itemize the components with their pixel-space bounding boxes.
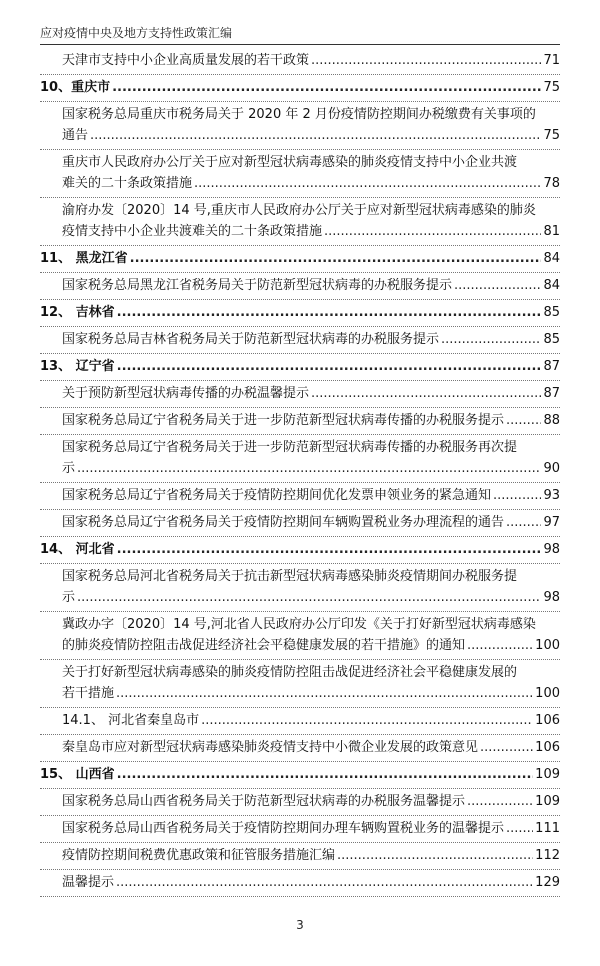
entry-divider xyxy=(40,659,560,660)
toc-entry[interactable]: 关于打好新型冠状病毒感染的肺炎疫情防控阻击战促进经济社会平稳健康发展的 若干措施 ..... 100 xyxy=(40,662,560,704)
entry-divider xyxy=(40,482,560,483)
toc-section-heading[interactable]: 14、 河北省 ..... 98 xyxy=(40,539,560,560)
entry-divider xyxy=(40,353,560,354)
toc-entry[interactable]: 冀政办字〔2020〕14 号,河北省人民政府办公厅印发《关于打好新型冠状病毒感染 的肺炎疫情防控阻击战促进经济社会平稳健康发展的若干措施》的通知 ..... 100 xyxy=(40,614,560,656)
entry-divider xyxy=(40,788,560,789)
entry-divider xyxy=(40,842,560,843)
toc-entry[interactable]: 疫情防控期间税费优惠政策和征管服务措施汇编 ..... 112 xyxy=(40,845,560,866)
entry-divider xyxy=(40,149,560,150)
entry-divider xyxy=(40,815,560,816)
entry-divider xyxy=(40,896,560,897)
entry-divider xyxy=(40,407,560,408)
toc-section-heading[interactable]: 12、 吉林省 ..... 85 xyxy=(40,302,560,323)
toc-section-heading[interactable]: 13、 辽宁省 ..... 87 xyxy=(40,356,560,377)
entry-divider xyxy=(40,611,560,612)
toc-entry[interactable]: 关于预防新型冠状病毒传播的办税温馨提示 ..... 87 xyxy=(40,383,560,404)
toc-entry[interactable]: 国家税务总局山西省税务局关于防范新型冠状病毒的办税服务温馨提示 ..... 109 xyxy=(40,791,560,812)
toc-section-heading[interactable]: 11、 黑龙江省 ..... 84 xyxy=(40,248,560,269)
toc-entry[interactable]: 国家税务总局黑龙江省税务局关于防范新型冠状病毒的办税服务提示 ..... 84 xyxy=(40,275,560,296)
entry-divider xyxy=(40,197,560,198)
entry-divider xyxy=(40,536,560,537)
entry-divider xyxy=(40,74,560,75)
toc-entry[interactable]: 国家税务总局辽宁省税务局关于疫情防控期间优化发票申领业务的紧急通知 ..... 93 xyxy=(40,485,560,506)
entry-divider xyxy=(40,734,560,735)
entry-divider xyxy=(40,299,560,300)
toc-entry[interactable]: 国家税务总局重庆市税务局关于 2020 年 2 月份疫情防控期间办税缴费有关事项的 通告 ..... 75 xyxy=(40,104,560,146)
toc-section-heading[interactable]: 10、重庆市 ..... 75 xyxy=(40,77,560,98)
toc-entry[interactable]: 天津市支持中小企业高质量发展的若干政策 ..... 71 xyxy=(40,50,560,71)
entry-divider xyxy=(40,761,560,762)
page-number: 3 xyxy=(296,918,304,932)
entry-divider xyxy=(40,245,560,246)
toc-entry[interactable]: 秦皇岛市应对新型冠状病毒感染肺炎疫情支持中小微企业发展的政策意见 ..... 106 xyxy=(40,737,560,758)
running-header: 应对疫情中央及地方支持性政策汇编 xyxy=(40,26,233,40)
entry-divider xyxy=(40,434,560,435)
toc-entry[interactable]: 国家税务总局辽宁省税务局关于疫情防控期间车辆购置税业务办理流程的通告 ..... 97 xyxy=(40,512,560,533)
header-divider xyxy=(40,44,560,45)
toc-entry[interactable]: 国家税务总局山西省税务局关于疫情防控期间办理车辆购置税业务的温馨提示 ..... 111 xyxy=(40,818,560,839)
entry-divider xyxy=(40,101,560,102)
toc-entry[interactable]: 温馨提示 ..... 129 xyxy=(40,872,560,893)
entry-divider xyxy=(40,326,560,327)
entry-divider xyxy=(40,272,560,273)
toc-entry[interactable]: 国家税务总局辽宁省税务局关于进一步防范新型冠状病毒传播的办税服务提示 ..... 88 xyxy=(40,410,560,431)
entry-divider xyxy=(40,869,560,870)
toc-section-heading[interactable]: 15、 山西省 ..... 109 xyxy=(40,764,560,785)
entry-divider xyxy=(40,509,560,510)
toc-entry[interactable]: 国家税务总局吉林省税务局关于防范新型冠状病毒的办税服务提示 ..... 85 xyxy=(40,329,560,350)
toc-entry[interactable]: 国家税务总局辽宁省税务局关于进一步防范新型冠状病毒传播的办税服务再次提 示 ..... 90 xyxy=(40,437,560,479)
entry-divider xyxy=(40,380,560,381)
toc-entry[interactable]: 渝府办发〔2020〕14 号,重庆市人民政府办公厅关于应对新型冠状病毒感染的肺炎 疫情支持中小企业共渡难关的二十条政策措施 ..... 81 xyxy=(40,200,560,242)
toc-entry[interactable]: 14.1、 河北省秦皇岛市 ..... 106 xyxy=(40,710,560,731)
entry-divider xyxy=(40,707,560,708)
toc-entry[interactable]: 重庆市人民政府办公厅关于应对新型冠状病毒感染的肺炎疫情支持中小企业共渡 难关的二十条政策措施 ..... 78 xyxy=(40,152,560,194)
entry-divider xyxy=(40,563,560,564)
toc-entry[interactable]: 国家税务总局河北省税务局关于抗击新型冠状病毒感染肺炎疫情期间办税服务提 示 ..... 98 xyxy=(40,566,560,608)
